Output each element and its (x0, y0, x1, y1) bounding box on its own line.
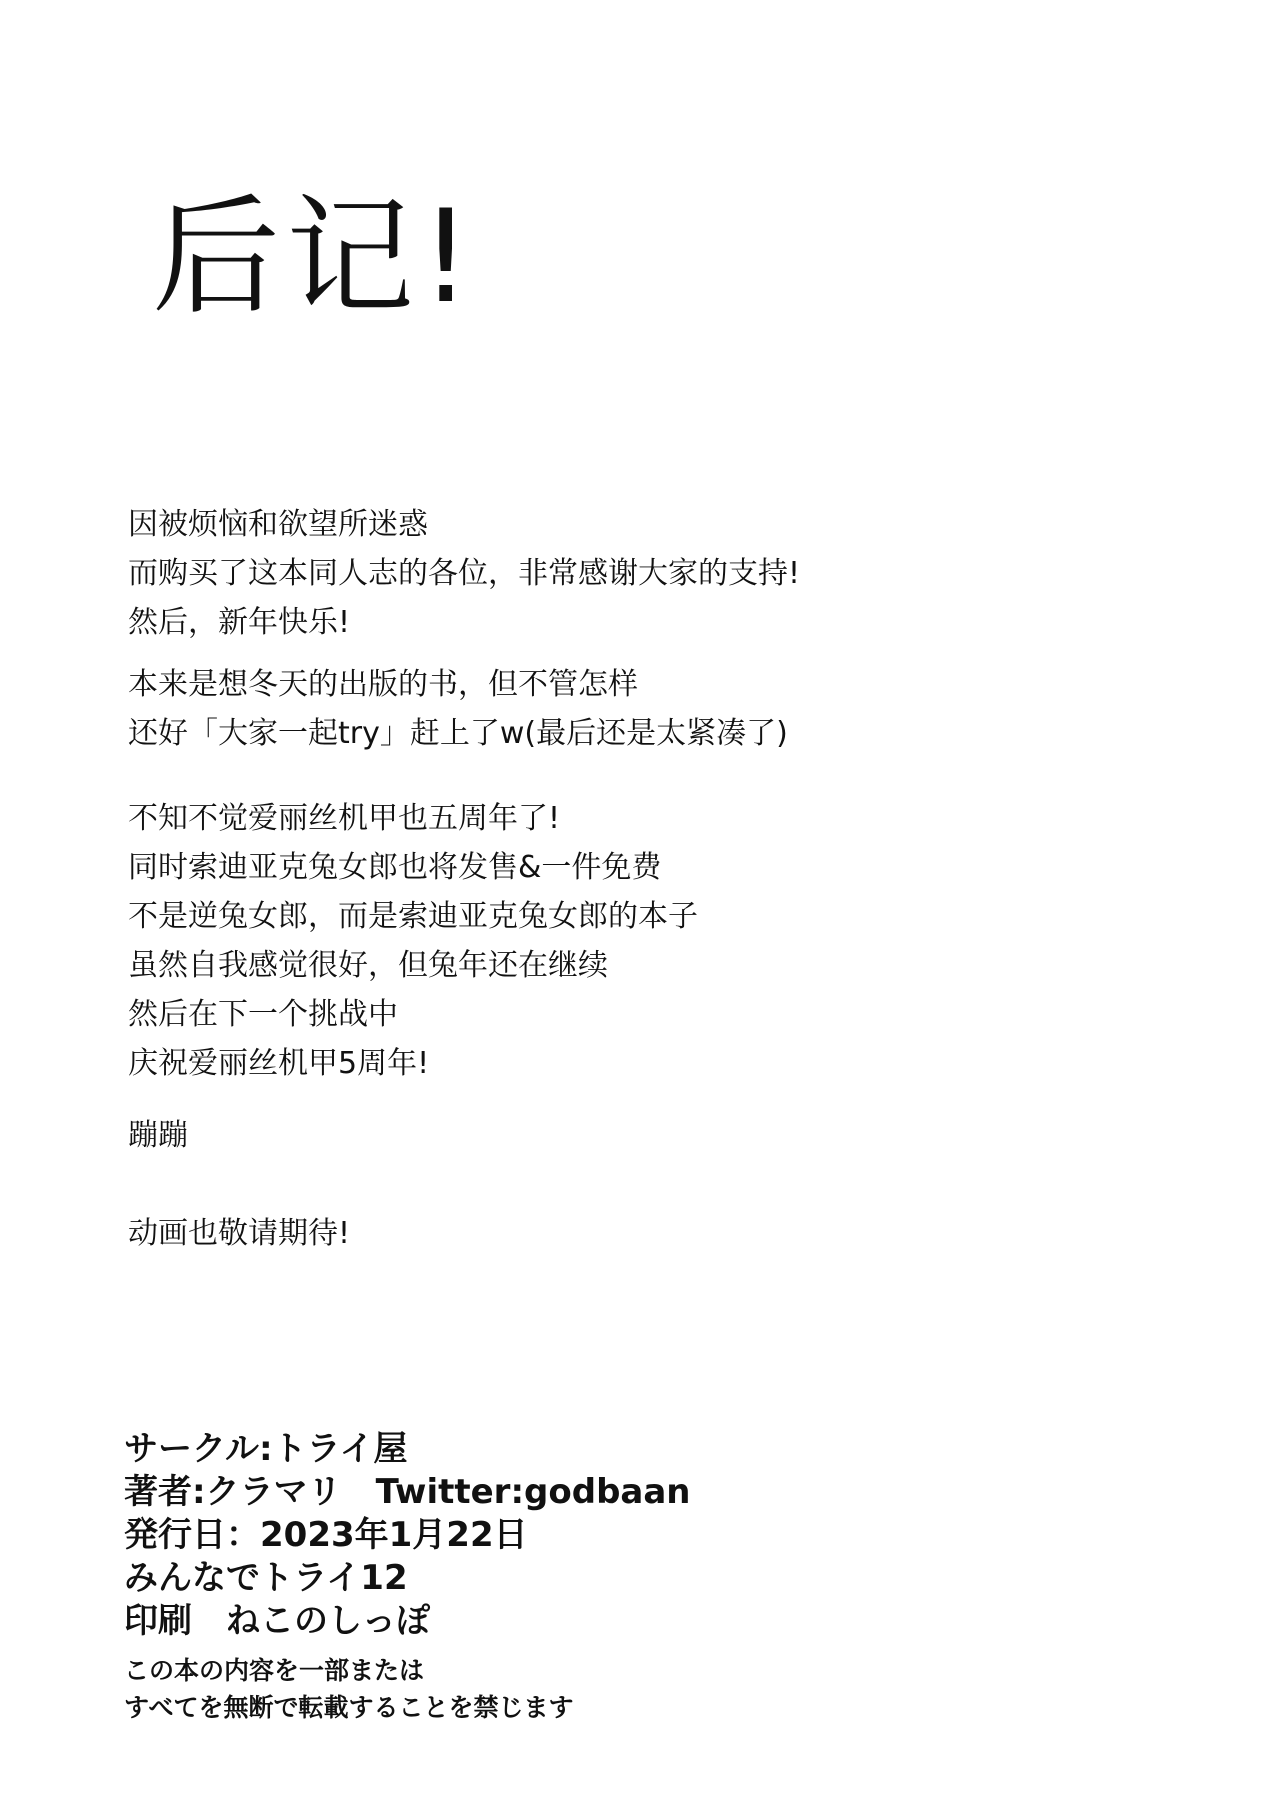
book-title: みんなでトライ12 (124, 1558, 408, 1598)
text-line: 动画也敬请期待! (128, 1216, 351, 1251)
text-line: 因被烦恼和欲望所迷惑 (128, 507, 428, 542)
text-line: 同时索迪亚克兔女郎也将发售&一件免费 (128, 850, 662, 885)
text-line: 庆祝爱丽丝机甲5周年! (128, 1046, 430, 1081)
publish-date: 発行日：2023年1月22日 (124, 1515, 528, 1555)
text-line: 蹦蹦 (128, 1118, 188, 1153)
author-credit: 著者:クラマリ Twitter:godbaan (124, 1472, 691, 1512)
text-line: 不知不觉爱丽丝机甲也五周年了! (128, 801, 561, 836)
text-line: 虽然自我感觉很好，但兔年还在继续 (128, 948, 608, 983)
text-line: 而购买了这本同人志的各位，非常感谢大家的支持! (128, 556, 801, 591)
text-line: 然后，新年快乐! (128, 605, 351, 640)
paragraph (128, 660, 1028, 758)
copyright-notice (124, 1652, 574, 1726)
paragraph (128, 1209, 1028, 1258)
colophon (124, 1428, 691, 1643)
printer-credit: 印刷 ねこのしっぽ (124, 1601, 430, 1641)
text-line: 还好「大家一起try」赶上了w(最后还是太紧凑了) (128, 716, 788, 751)
paragraph (128, 1111, 1028, 1160)
afterword-body (128, 500, 1028, 1258)
page-title: 后记! (152, 183, 478, 332)
paragraph (128, 794, 1028, 1088)
paragraph (128, 500, 1028, 647)
text-line: 然后在下一个挑战中 (128, 997, 398, 1032)
notice-line: すべてを無断で転載することを禁じます (124, 1693, 574, 1722)
text-line: 不是逆兔女郎，而是索迪亚克兔女郎的本子 (128, 899, 698, 934)
notice-line: この本の内容を一部または (124, 1656, 425, 1685)
circle-name: サークル:トライ屋 (124, 1429, 408, 1469)
text-line: 本来是想冬天的出版的书，但不管怎样 (128, 667, 638, 702)
